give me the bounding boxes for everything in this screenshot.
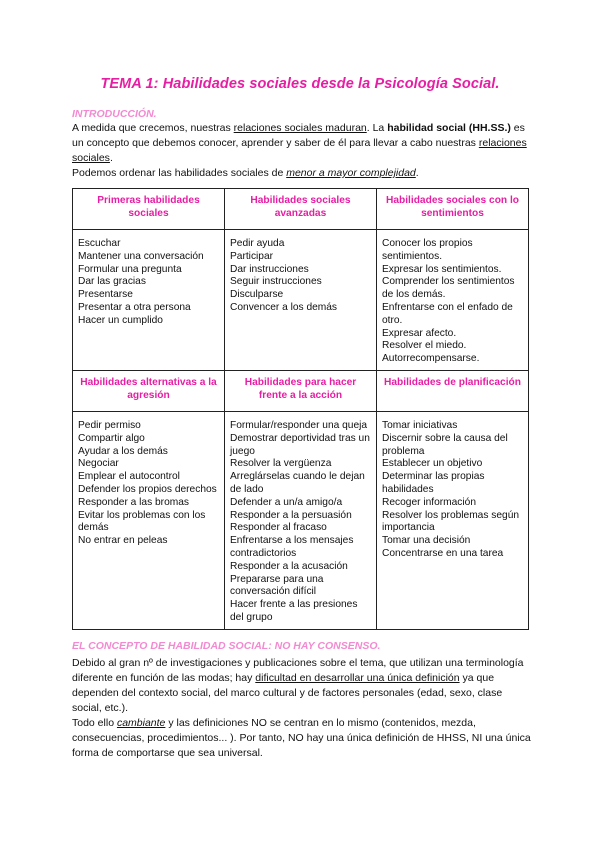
intro-p1-text-4: .: [109, 152, 113, 164]
list-item: Defender a un/a amigo/a: [230, 496, 343, 508]
list-item: Determinar las propias habilidades: [382, 471, 485, 495]
table-cell: [225, 230, 377, 371]
list-item: Dar las gracias: [78, 276, 146, 288]
list-item: Resolver la vergüenza: [230, 458, 332, 470]
list-item: Responder a la persuasión: [230, 509, 352, 521]
intro-paragraph-1: [72, 121, 532, 166]
list-item: Enfrentarse a los mensajes contradictorios: [230, 535, 354, 559]
list-item: Hacer frente a las presiones del grupo: [230, 599, 358, 623]
list-item: Disculparse: [230, 289, 284, 301]
list-item: Comprender los sentimientos de los demás.: [382, 276, 515, 301]
concept-p1-underline-1: dificultad en desarrollar una única definición: [255, 672, 460, 684]
list-item: No entrar en peleas: [78, 535, 168, 547]
list-item: Hacer un cumplido: [78, 314, 163, 326]
table-cell: [73, 230, 225, 371]
list-item: Defender los propios derechos: [78, 483, 217, 495]
concept-section: [72, 640, 532, 761]
list-item: Concentrarse en una tarea: [382, 547, 504, 559]
list-item: Participar: [230, 250, 274, 262]
list-item: Seguir instrucciones: [230, 276, 322, 288]
concept-p1-text-1: Debido al gran nº de investigaciones y publicaciones sobre el tema, que utilizan una terminología diferente en función de las modas; hay: [72, 657, 524, 684]
table-cell: [377, 411, 529, 629]
list-item: Expresar afecto.: [382, 327, 457, 339]
concept-p2-text-2: y las definiciones NO se centran en lo mismo (contenidos, mezda, consecuencias, procedimientos... ). Por tanto, NO hay una única definición de HHSS, NI una única forma de comportarse que sea universal.: [72, 717, 531, 759]
list-item: Prepararse para una conversación difícil: [230, 573, 324, 598]
table-header-cell: Habilidades alternativas a la agresión: [73, 370, 225, 411]
list-item: Arreglárselas cuando le dejan de lado: [230, 471, 365, 495]
intro-heading: INTRODUCCIÓN.: [72, 108, 157, 120]
list-item: Expresar los sentimientos.: [382, 263, 502, 275]
list-item: Formular/responder una queja: [230, 419, 368, 431]
table-header-cell: Habilidades sociales con lo sentimientos: [377, 189, 529, 230]
list-item: Presentarse: [78, 289, 133, 301]
skills-table: [72, 188, 529, 630]
intro-p1-underline-1: relaciones sociales maduran: [233, 122, 367, 134]
list-item: Tomar iniciativas: [382, 419, 458, 431]
concept-paragraph-2: [72, 716, 532, 761]
list-item: Discernir sobre la causa del problema: [382, 432, 508, 457]
list-item: Pedir permiso: [78, 419, 141, 431]
table-row: [73, 230, 529, 371]
intro-p1-bold-term: habilidad social (HH.SS.): [387, 122, 511, 134]
list-item: Responder a las bromas: [78, 496, 189, 508]
intro-p2-text-1: Podemos ordenar las habilidades sociales de: [72, 167, 287, 179]
table-header-row: [73, 370, 529, 411]
list-item: Mantener una conversación: [78, 250, 204, 262]
intro-paragraph-2: [72, 166, 532, 181]
list-item: Resolver el miedo.: [382, 340, 467, 352]
list-item: Enfrentarse con el enfado de otro.: [382, 301, 513, 326]
intro-p2-underline-1: menor a mayor complejidad: [286, 167, 416, 179]
list-item: Emplear el autocontrol: [78, 471, 180, 483]
concept-paragraph-1: [72, 656, 532, 716]
table-row: [73, 411, 529, 629]
list-item: Compartir algo: [78, 432, 145, 444]
concept-heading: EL CONCEPTO DE HABILIDAD SOCIAL: NO HAY CONSENSO.: [72, 640, 381, 652]
intro-p1-underline-2: relaciones sociales: [72, 137, 527, 164]
intro-p2-text-2: .: [415, 167, 419, 179]
list-item: Establecer un objetivo: [382, 458, 483, 470]
table-cell: [225, 411, 377, 629]
list-item: Formular una pregunta: [78, 263, 182, 275]
list-item: Presentar a otra persona: [78, 301, 191, 313]
list-item: Autorrecompensarse.: [382, 353, 480, 365]
table-cell: [73, 411, 225, 629]
table-header-cell: Habilidades de planificación: [377, 370, 529, 411]
list-item: Evitar los problemas con los demás: [78, 509, 206, 534]
intro-p1-text-1: A medida que crecemos, nuestras: [72, 122, 234, 134]
table-cell: [377, 230, 529, 371]
concept-p2-text-1: Todo ello: [72, 717, 117, 729]
table-header-cell: Habilidades para hacer frente a la acción: [225, 370, 377, 411]
list-item: Escuchar: [78, 238, 121, 249]
concept-p1-text-2: ya que dependen del contexto social, del marco cultural y de factores personales (edad, sexo, clase social, etc.).: [72, 672, 503, 714]
list-item: Ayudar a los demás: [78, 445, 168, 457]
table-header-cell: Primeras habilidades sociales: [73, 189, 225, 230]
intro-section: [72, 108, 532, 181]
list-item: Resolver los problemas según importancia: [382, 509, 520, 534]
list-item: Conocer los propios sentimientos.: [382, 238, 473, 262]
list-item: Convencer a los demás: [230, 301, 338, 313]
list-item: Dar instrucciones: [230, 263, 309, 275]
list-item: Responder al fracaso: [230, 522, 327, 534]
list-item: Pedir ayuda: [230, 238, 285, 249]
list-item: Negociar: [78, 458, 119, 470]
list-item: Demostrar deportividad tras un juego: [230, 432, 370, 457]
document-title: TEMA 1: Habilidades sociales desde la Psicología Social.: [100, 76, 500, 92]
list-item: Responder a la acusación: [230, 560, 348, 572]
intro-p1-text-3: es un concepto que debemos conocer, aprender y saber de él para llevar a cabo nuestras: [72, 122, 525, 149]
table-header-row: [73, 189, 529, 230]
table-header-cell: Habilidades sociales avanzadas: [225, 189, 377, 230]
list-item: Tomar una decisión: [382, 535, 471, 547]
intro-p1-text-2: . La: [366, 122, 388, 134]
concept-p2-underline-1: cambiante: [116, 717, 166, 729]
list-item: Recoger información: [382, 496, 476, 508]
